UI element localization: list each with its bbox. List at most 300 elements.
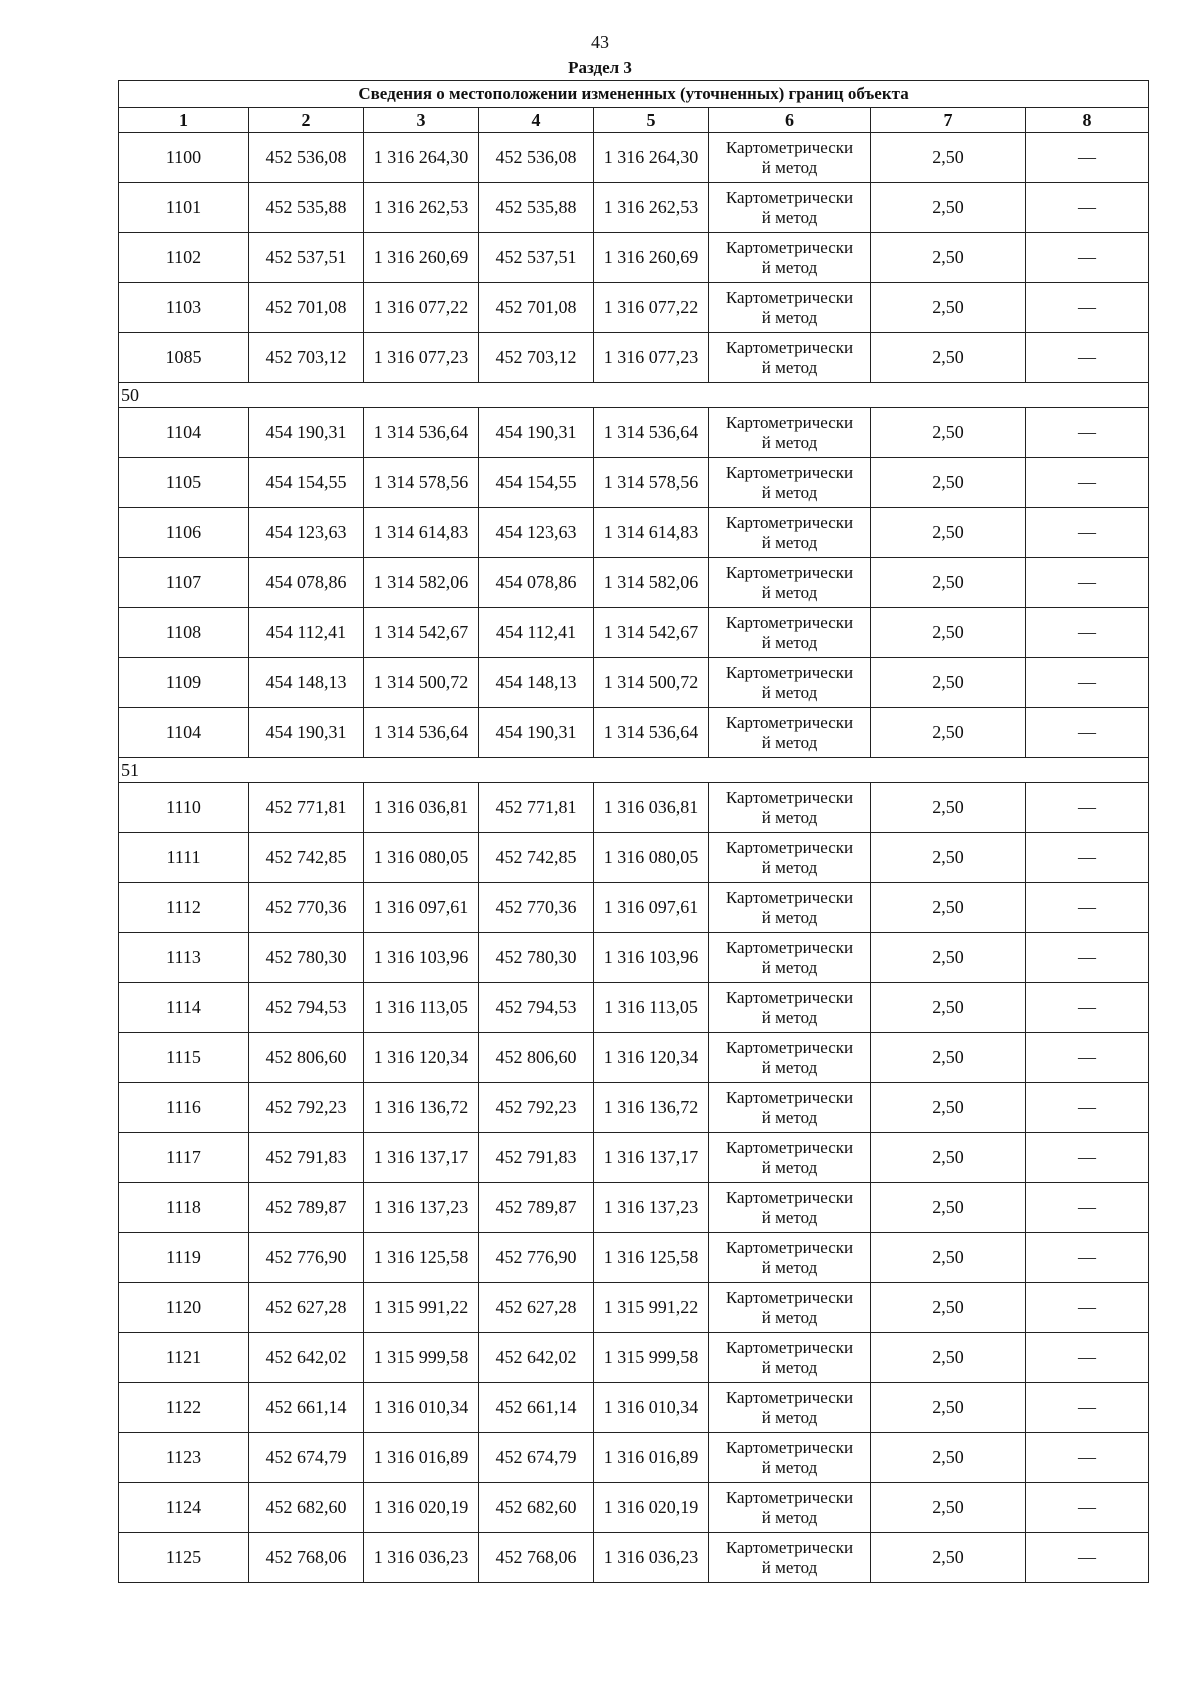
x-coordinate-new: 452 701,08 [479, 283, 594, 333]
description-cell: — [1026, 1283, 1149, 1333]
x-coordinate-new: 452 776,90 [479, 1233, 594, 1283]
method-line-1: Картометрически [725, 1437, 854, 1457]
column-header: 1 [119, 108, 249, 133]
x-coordinate-new: 454 123,63 [479, 508, 594, 558]
method-line-2: й метод [761, 307, 818, 327]
x-coordinate: 452 794,53 [249, 983, 364, 1033]
method-line-1: Картометрически [725, 987, 854, 1007]
group-label: 50 [119, 383, 1149, 408]
method-line-2: й метод [761, 207, 818, 227]
y-coordinate: 1 314 536,64 [364, 708, 479, 758]
table-row [119, 1283, 1149, 1333]
method-cell [709, 333, 871, 383]
y-coordinate: 1 315 991,22 [364, 1283, 479, 1333]
description-cell: — [1026, 1433, 1149, 1483]
method-line-2: й метод [761, 1007, 818, 1027]
y-coordinate: 1 316 080,05 [364, 833, 479, 883]
y-coordinate-new: 1 314 614,83 [594, 508, 709, 558]
description-cell: — [1026, 1333, 1149, 1383]
group-label: 51 [119, 758, 1149, 783]
y-coordinate-new: 1 316 077,22 [594, 283, 709, 333]
precision-cell: 2,50 [871, 1033, 1026, 1083]
precision-cell: 2,50 [871, 408, 1026, 458]
column-header: 5 [594, 108, 709, 133]
method-line-2: й метод [761, 807, 818, 827]
point-number: 1112 [119, 883, 249, 933]
method-line-2: й метод [761, 1157, 818, 1177]
description-cell: — [1026, 133, 1149, 183]
precision-cell: 2,50 [871, 1133, 1026, 1183]
precision-cell: 2,50 [871, 1333, 1026, 1383]
precision-cell: 2,50 [871, 1533, 1026, 1583]
table-row [119, 783, 1149, 833]
description-cell: — [1026, 783, 1149, 833]
description-cell: — [1026, 658, 1149, 708]
description-cell: — [1026, 833, 1149, 883]
table-row [119, 1133, 1149, 1183]
x-coordinate-new: 454 148,13 [479, 658, 594, 708]
precision-cell: 2,50 [871, 558, 1026, 608]
method-line-2: й метод [761, 357, 818, 377]
table-row [119, 1333, 1149, 1383]
table-row [119, 283, 1149, 333]
y-coordinate: 1 316 137,17 [364, 1133, 479, 1183]
table-row [119, 133, 1149, 183]
y-coordinate: 1 316 077,22 [364, 283, 479, 333]
description-cell: — [1026, 458, 1149, 508]
x-coordinate: 454 154,55 [249, 458, 364, 508]
method-line-2: й метод [761, 957, 818, 977]
method-line-1: Картометрически [725, 937, 854, 957]
method-line-1: Картометрически [725, 612, 854, 632]
y-coordinate: 1 316 010,34 [364, 1383, 479, 1433]
description-cell: — [1026, 1233, 1149, 1283]
description-cell: — [1026, 558, 1149, 608]
y-coordinate: 1 315 999,58 [364, 1333, 479, 1383]
y-coordinate-new: 1 316 036,81 [594, 783, 709, 833]
y-coordinate: 1 316 264,30 [364, 133, 479, 183]
y-coordinate: 1 314 614,83 [364, 508, 479, 558]
x-coordinate: 452 771,81 [249, 783, 364, 833]
method-cell [709, 1383, 871, 1433]
x-coordinate: 454 190,31 [249, 708, 364, 758]
y-coordinate: 1 316 260,69 [364, 233, 479, 283]
x-coordinate: 454 112,41 [249, 608, 364, 658]
x-coordinate-new: 452 682,60 [479, 1483, 594, 1533]
precision-cell: 2,50 [871, 608, 1026, 658]
y-coordinate-new: 1 314 500,72 [594, 658, 709, 708]
point-number: 1117 [119, 1133, 249, 1183]
method-line-2: й метод [761, 1457, 818, 1477]
method-cell [709, 783, 871, 833]
point-number: 1120 [119, 1283, 249, 1333]
method-line-1: Картометрически [725, 562, 854, 582]
precision-cell: 2,50 [871, 1283, 1026, 1333]
section-title: Раздел 3 [568, 58, 632, 77]
method-line-2: й метод [761, 682, 818, 702]
description-cell: — [1026, 1183, 1149, 1233]
method-line-1: Картометрически [725, 1287, 854, 1307]
method-line-1: Картометрически [725, 287, 854, 307]
y-coordinate: 1 314 500,72 [364, 658, 479, 708]
method-cell [709, 1233, 871, 1283]
x-coordinate: 452 792,23 [249, 1083, 364, 1133]
table-row [119, 183, 1149, 233]
y-coordinate: 1 314 578,56 [364, 458, 479, 508]
method-line-2: й метод [761, 1307, 818, 1327]
description-cell: — [1026, 1083, 1149, 1133]
table-row [119, 708, 1149, 758]
method-line-2: й метод [761, 857, 818, 877]
y-coordinate-new: 1 316 077,23 [594, 333, 709, 383]
column-header: 3 [364, 108, 479, 133]
column-header: 2 [249, 108, 364, 133]
table-row [119, 458, 1149, 508]
y-coordinate: 1 316 097,61 [364, 883, 479, 933]
x-coordinate-new: 452 794,53 [479, 983, 594, 1033]
y-coordinate: 1 316 077,23 [364, 333, 479, 383]
column-header: 6 [709, 108, 871, 133]
method-line-1: Картометрически [725, 1087, 854, 1107]
x-coordinate: 452 742,85 [249, 833, 364, 883]
y-coordinate: 1 316 136,72 [364, 1083, 479, 1133]
table-row [119, 333, 1149, 383]
precision-cell: 2,50 [871, 833, 1026, 883]
method-line-1: Картометрически [725, 1337, 854, 1357]
method-line-1: Картометрически [725, 187, 854, 207]
x-coordinate: 452 789,87 [249, 1183, 364, 1233]
point-number: 1085 [119, 333, 249, 383]
method-cell [709, 833, 871, 883]
precision-cell: 2,50 [871, 1483, 1026, 1533]
x-coordinate: 452 791,83 [249, 1133, 364, 1183]
point-number: 1109 [119, 658, 249, 708]
y-coordinate-new: 1 315 999,58 [594, 1333, 709, 1383]
column-header: 4 [479, 108, 594, 133]
y-coordinate-new: 1 316 264,30 [594, 133, 709, 183]
x-coordinate-new: 454 078,86 [479, 558, 594, 608]
description-cell: — [1026, 983, 1149, 1033]
method-line-1: Картометрически [725, 1237, 854, 1257]
y-coordinate-new: 1 316 010,34 [594, 1383, 709, 1433]
method-cell [709, 1133, 871, 1183]
method-line-2: й метод [761, 532, 818, 552]
x-coordinate-new: 452 780,30 [479, 933, 594, 983]
point-number: 1115 [119, 1033, 249, 1083]
method-line-2: й метод [761, 1407, 818, 1427]
method-line-1: Картометрически [725, 1137, 854, 1157]
precision-cell: 2,50 [871, 233, 1026, 283]
point-number: 1103 [119, 283, 249, 333]
table-title-row [119, 81, 1149, 108]
precision-cell: 2,50 [871, 1433, 1026, 1483]
method-cell [709, 508, 871, 558]
precision-cell: 2,50 [871, 933, 1026, 983]
point-number: 1124 [119, 1483, 249, 1533]
description-cell: — [1026, 608, 1149, 658]
method-cell [709, 1033, 871, 1083]
method-line-1: Картометрически [725, 712, 854, 732]
y-coordinate-new: 1 316 113,05 [594, 983, 709, 1033]
x-coordinate-new: 452 806,60 [479, 1033, 594, 1083]
table-row [119, 1433, 1149, 1483]
y-coordinate-new: 1 316 262,53 [594, 183, 709, 233]
y-coordinate: 1 316 113,05 [364, 983, 479, 1033]
group-row [119, 758, 1149, 783]
group-row [119, 383, 1149, 408]
y-coordinate-new: 1 316 016,89 [594, 1433, 709, 1483]
point-number: 1118 [119, 1183, 249, 1233]
method-cell [709, 558, 871, 608]
y-coordinate: 1 316 125,58 [364, 1233, 479, 1283]
point-number: 1125 [119, 1533, 249, 1583]
table-title: Сведения о местоположении измененных (уточненных) границ объекта [119, 81, 1149, 108]
x-coordinate: 452 701,08 [249, 283, 364, 333]
precision-cell: 2,50 [871, 183, 1026, 233]
y-coordinate-new: 1 316 125,58 [594, 1233, 709, 1283]
method-line-1: Картометрически [725, 1387, 854, 1407]
x-coordinate-new: 452 771,81 [479, 783, 594, 833]
coordinates-table [118, 80, 1149, 1583]
table-row [119, 883, 1149, 933]
y-coordinate: 1 316 262,53 [364, 183, 479, 233]
y-coordinate-new: 1 316 097,61 [594, 883, 709, 933]
y-coordinate-new: 1 316 137,23 [594, 1183, 709, 1233]
table-row [119, 833, 1149, 883]
method-cell [709, 1433, 871, 1483]
description-cell: — [1026, 708, 1149, 758]
column-header: 7 [871, 108, 1026, 133]
x-coordinate-new: 452 536,08 [479, 133, 594, 183]
precision-cell: 2,50 [871, 133, 1026, 183]
x-coordinate-new: 452 742,85 [479, 833, 594, 883]
method-line-2: й метод [761, 632, 818, 652]
precision-cell: 2,50 [871, 1183, 1026, 1233]
x-coordinate-new: 452 642,02 [479, 1333, 594, 1383]
precision-cell: 2,50 [871, 983, 1026, 1033]
y-coordinate-new: 1 316 136,72 [594, 1083, 709, 1133]
method-line-2: й метод [761, 1107, 818, 1127]
y-coordinate: 1 316 137,23 [364, 1183, 479, 1233]
x-coordinate-new: 452 789,87 [479, 1183, 594, 1233]
precision-cell: 2,50 [871, 508, 1026, 558]
x-coordinate: 452 661,14 [249, 1383, 364, 1433]
method-line-2: й метод [761, 732, 818, 752]
x-coordinate-new: 452 768,06 [479, 1533, 594, 1583]
page-number: 43 [591, 32, 609, 52]
point-number: 1100 [119, 133, 249, 183]
method-cell [709, 283, 871, 333]
method-cell [709, 1333, 871, 1383]
point-number: 1108 [119, 608, 249, 658]
x-coordinate-new: 454 190,31 [479, 708, 594, 758]
y-coordinate: 1 316 020,19 [364, 1483, 479, 1533]
method-line-1: Картометрически [725, 237, 854, 257]
method-line-2: й метод [761, 1057, 818, 1077]
x-coordinate: 454 078,86 [249, 558, 364, 608]
method-line-1: Картометрически [725, 837, 854, 857]
method-cell [709, 408, 871, 458]
point-number: 1111 [119, 833, 249, 883]
x-coordinate: 452 674,79 [249, 1433, 364, 1483]
y-coordinate-new: 1 316 137,17 [594, 1133, 709, 1183]
table-row [119, 983, 1149, 1033]
y-coordinate: 1 316 036,81 [364, 783, 479, 833]
description-cell: — [1026, 1483, 1149, 1533]
point-number: 1119 [119, 1233, 249, 1283]
method-cell [709, 133, 871, 183]
method-cell [709, 233, 871, 283]
method-cell [709, 1083, 871, 1133]
method-line-1: Картометрически [725, 1537, 854, 1557]
method-cell [709, 983, 871, 1033]
y-coordinate: 1 316 016,89 [364, 1433, 479, 1483]
method-line-1: Картометрически [725, 337, 854, 357]
x-coordinate: 454 190,31 [249, 408, 364, 458]
point-number: 1101 [119, 183, 249, 233]
y-coordinate: 1 314 582,06 [364, 558, 479, 608]
method-cell [709, 708, 871, 758]
description-cell: — [1026, 933, 1149, 983]
precision-cell: 2,50 [871, 658, 1026, 708]
x-coordinate-new: 452 535,88 [479, 183, 594, 233]
table-row [119, 408, 1149, 458]
description-cell: — [1026, 1533, 1149, 1583]
method-line-2: й метод [761, 582, 818, 602]
y-coordinate-new: 1 316 103,96 [594, 933, 709, 983]
method-line-1: Картометрически [725, 1487, 854, 1507]
precision-cell: 2,50 [871, 1083, 1026, 1133]
table-row [119, 933, 1149, 983]
precision-cell: 2,50 [871, 1383, 1026, 1433]
point-number: 1106 [119, 508, 249, 558]
x-coordinate-new: 452 661,14 [479, 1383, 594, 1433]
y-coordinate-new: 1 315 991,22 [594, 1283, 709, 1333]
method-line-1: Картометрически [725, 462, 854, 482]
y-coordinate-new: 1 314 582,06 [594, 558, 709, 608]
description-cell: — [1026, 408, 1149, 458]
y-coordinate-new: 1 314 536,64 [594, 408, 709, 458]
precision-cell: 2,50 [871, 333, 1026, 383]
method-cell [709, 1483, 871, 1533]
method-line-2: й метод [761, 1357, 818, 1377]
x-coordinate: 452 770,36 [249, 883, 364, 933]
point-number: 1107 [119, 558, 249, 608]
table-row [119, 1183, 1149, 1233]
precision-cell: 2,50 [871, 458, 1026, 508]
x-coordinate-new: 452 674,79 [479, 1433, 594, 1483]
method-line-1: Картометрически [725, 512, 854, 532]
method-cell [709, 458, 871, 508]
table-row [119, 1233, 1149, 1283]
method-line-2: й метод [761, 1507, 818, 1527]
x-coordinate-new: 454 112,41 [479, 608, 594, 658]
point-number: 1110 [119, 783, 249, 833]
x-coordinate: 452 806,60 [249, 1033, 364, 1083]
table-row [119, 233, 1149, 283]
point-number: 1105 [119, 458, 249, 508]
method-line-1: Картометрически [725, 662, 854, 682]
method-line-1: Картометрически [725, 1187, 854, 1207]
method-cell [709, 1283, 871, 1333]
y-coordinate-new: 1 316 260,69 [594, 233, 709, 283]
precision-cell: 2,50 [871, 1233, 1026, 1283]
point-number: 1116 [119, 1083, 249, 1133]
description-cell: — [1026, 1383, 1149, 1433]
description-cell: — [1026, 233, 1149, 283]
y-coordinate-new: 1 316 120,34 [594, 1033, 709, 1083]
x-coordinate: 452 682,60 [249, 1483, 364, 1533]
method-line-2: й метод [761, 157, 818, 177]
x-coordinate: 452 627,28 [249, 1283, 364, 1333]
x-coordinate-new: 454 154,55 [479, 458, 594, 508]
method-line-2: й метод [761, 482, 818, 502]
x-coordinate-new: 454 190,31 [479, 408, 594, 458]
x-coordinate: 452 703,12 [249, 333, 364, 383]
description-cell: — [1026, 1033, 1149, 1083]
method-cell [709, 608, 871, 658]
precision-cell: 2,50 [871, 708, 1026, 758]
table-row [119, 1383, 1149, 1433]
description-cell: — [1026, 333, 1149, 383]
method-cell [709, 1183, 871, 1233]
y-coordinate-new: 1 316 080,05 [594, 833, 709, 883]
x-coordinate: 452 768,06 [249, 1533, 364, 1583]
y-coordinate-new: 1 314 578,56 [594, 458, 709, 508]
table-row [119, 1483, 1149, 1533]
x-coordinate: 454 148,13 [249, 658, 364, 708]
x-coordinate-new: 452 792,23 [479, 1083, 594, 1133]
x-coordinate-new: 452 703,12 [479, 333, 594, 383]
x-coordinate-new: 452 537,51 [479, 233, 594, 283]
y-coordinate: 1 316 036,23 [364, 1533, 479, 1583]
column-header: 8 [1026, 108, 1149, 133]
method-cell [709, 183, 871, 233]
precision-cell: 2,50 [871, 883, 1026, 933]
column-header-row [119, 108, 1149, 133]
method-cell [709, 883, 871, 933]
method-line-1: Картометрически [725, 887, 854, 907]
table-row [119, 558, 1149, 608]
table-row [119, 1083, 1149, 1133]
description-cell: — [1026, 508, 1149, 558]
method-cell [709, 658, 871, 708]
table-row [119, 508, 1149, 558]
y-coordinate: 1 316 120,34 [364, 1033, 479, 1083]
x-coordinate: 452 776,90 [249, 1233, 364, 1283]
point-number: 1122 [119, 1383, 249, 1433]
y-coordinate-new: 1 316 036,23 [594, 1533, 709, 1583]
description-cell: — [1026, 883, 1149, 933]
x-coordinate: 452 642,02 [249, 1333, 364, 1383]
table-body [119, 81, 1149, 1583]
precision-cell: 2,50 [871, 783, 1026, 833]
point-number: 1123 [119, 1433, 249, 1483]
x-coordinate: 452 536,08 [249, 133, 364, 183]
description-cell: — [1026, 183, 1149, 233]
method-cell [709, 933, 871, 983]
y-coordinate-new: 1 314 536,64 [594, 708, 709, 758]
precision-cell: 2,50 [871, 283, 1026, 333]
y-coordinate-new: 1 316 020,19 [594, 1483, 709, 1533]
method-line-1: Картометрически [725, 1037, 854, 1057]
x-coordinate-new: 452 770,36 [479, 883, 594, 933]
method-line-1: Картометрически [725, 412, 854, 432]
method-cell [709, 1533, 871, 1583]
description-cell: — [1026, 1133, 1149, 1183]
method-line-2: й метод [761, 1557, 818, 1577]
method-line-2: й метод [761, 1257, 818, 1277]
